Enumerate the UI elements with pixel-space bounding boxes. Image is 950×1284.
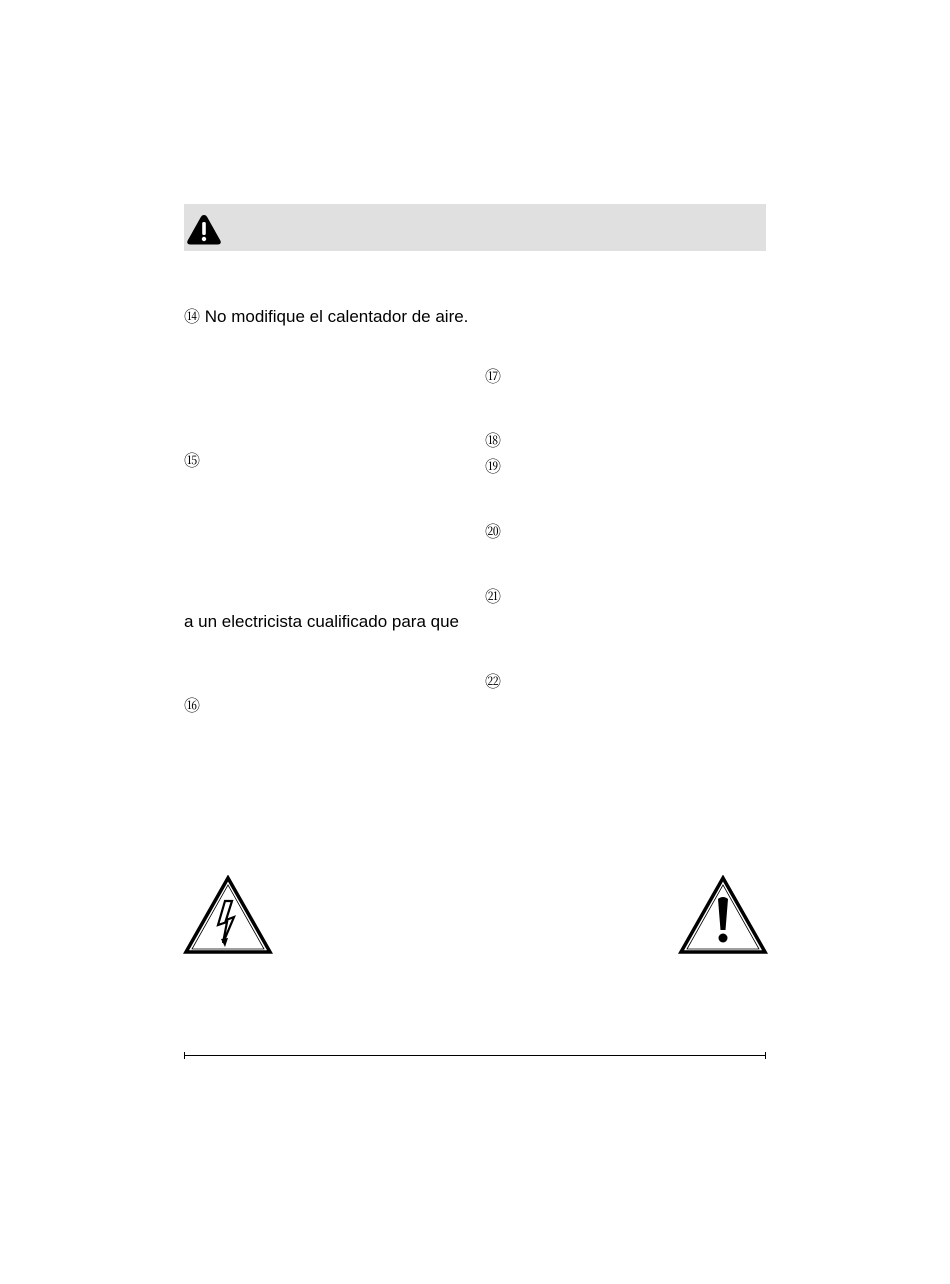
- electrician-text-line: [184, 612, 459, 632]
- item-14-number: ⑭: [184, 309, 201, 326]
- item-18-number: ⑱: [485, 433, 502, 450]
- item-19-number: ⑲: [485, 459, 502, 476]
- item-14-text: No modifique el calentador de aire.: [204, 307, 469, 326]
- exclamation-warning-icon: [678, 875, 768, 955]
- item-16-number: ⑯: [184, 698, 201, 715]
- list-item-20: [485, 522, 501, 543]
- list-item-18: [485, 431, 501, 452]
- footer-rule-left-tick: [184, 1052, 185, 1059]
- list-item-15: [184, 451, 200, 472]
- list-item-17: [485, 367, 501, 388]
- item-22-number: ㉒: [485, 674, 502, 691]
- list-item-21: [485, 587, 501, 608]
- list-item-22: [485, 672, 501, 693]
- warning-triangle-icon: [186, 213, 222, 246]
- warning-header-bar: [184, 204, 766, 251]
- item-20-number: ⑳: [485, 524, 502, 541]
- electric-shock-warning-icon: [183, 875, 273, 955]
- item-15-number: ⑮: [184, 453, 201, 470]
- footer-rule-right-tick: [765, 1052, 766, 1059]
- item-17-number: ⑰: [485, 369, 502, 386]
- footer-rule: [184, 1055, 766, 1056]
- list-item-14: [184, 307, 468, 328]
- electrician-text: a un electricista cualificado para que: [184, 612, 459, 631]
- list-item-19: [485, 457, 501, 478]
- list-item-16: [184, 696, 200, 717]
- item-21-number: ㉑: [485, 589, 502, 606]
